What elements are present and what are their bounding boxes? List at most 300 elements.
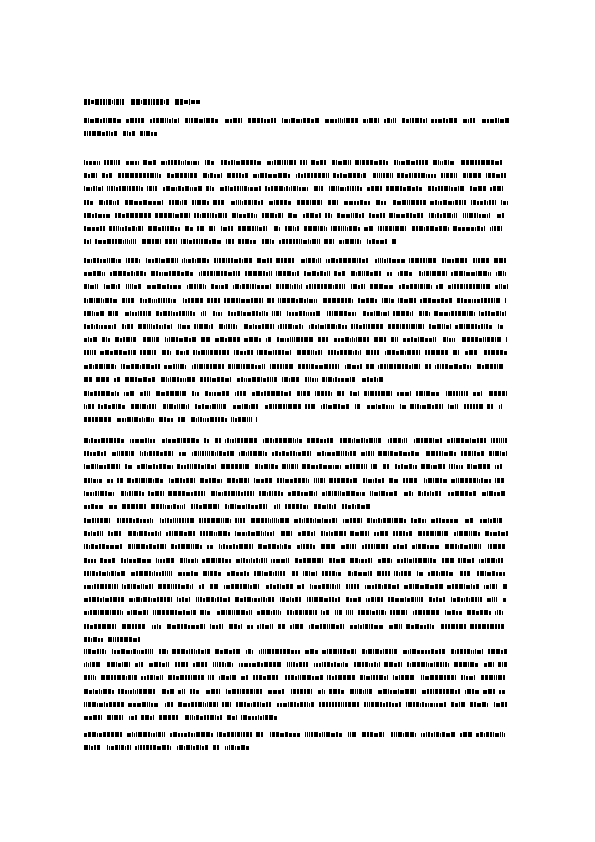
glyph-mark	[152, 377, 155, 382]
glyph-mark	[378, 226, 379, 231]
glyph-mark	[463, 732, 467, 737]
glyph-mark	[142, 492, 144, 496]
glyph-mark	[190, 464, 191, 469]
glyph-mark	[112, 584, 113, 589]
glyph-mark	[333, 558, 335, 563]
glyph-mark	[84, 404, 85, 409]
glyph-mark	[488, 689, 492, 694]
glyph-mark	[211, 161, 214, 165]
glyph-mark	[148, 298, 151, 303]
glyph-mark	[445, 258, 446, 263]
glyph-mark	[485, 364, 489, 369]
glyph-mark	[147, 391, 148, 396]
glyph-mark	[179, 531, 183, 536]
glyph-mark	[467, 311, 468, 316]
glyph-mark	[307, 391, 310, 396]
glyph-mark	[340, 438, 342, 443]
glyph-mark	[329, 571, 331, 576]
glyph-mark	[200, 610, 204, 615]
glyph-mark	[144, 418, 145, 422]
glyph-mark	[233, 285, 234, 289]
glyph-mark	[265, 625, 269, 629]
glyph-mark	[133, 689, 134, 694]
glyph-mark	[175, 518, 176, 523]
glyph-mark	[96, 227, 99, 231]
glyph-mark	[348, 350, 352, 355]
glyph-mark	[396, 324, 399, 329]
glyph-mark	[250, 284, 251, 289]
glyph-mark	[154, 337, 155, 342]
glyph-mark	[196, 732, 200, 737]
glyph-mark	[436, 610, 439, 615]
glyph-mark	[171, 324, 172, 329]
text-line	[84, 213, 504, 219]
glyph-mark	[162, 350, 166, 355]
glyph-mark	[378, 405, 381, 409]
glyph-mark	[404, 492, 408, 496]
glyph-mark	[84, 160, 85, 165]
glyph-mark	[370, 610, 371, 615]
glyph-mark	[327, 452, 331, 456]
glyph-mark	[217, 404, 218, 409]
glyph-mark	[197, 258, 201, 263]
glyph-mark	[352, 299, 353, 303]
glyph-mark	[394, 732, 395, 737]
glyph-mark	[94, 559, 96, 563]
glyph-mark	[88, 611, 89, 615]
glyph-mark	[361, 518, 362, 523]
glyph-mark	[300, 689, 303, 694]
glyph-mark	[256, 558, 258, 563]
glyph-mark	[164, 272, 168, 276]
glyph-mark	[265, 173, 267, 178]
glyph-mark	[437, 299, 440, 303]
glyph-mark	[239, 544, 243, 549]
glyph-mark	[366, 451, 367, 456]
glyph-mark	[230, 377, 231, 382]
glyph-mark	[403, 478, 405, 483]
glyph-mark	[506, 451, 507, 456]
glyph-mark	[172, 200, 174, 205]
glyph-mark	[257, 377, 260, 382]
text-line	[84, 649, 508, 655]
glyph-mark	[491, 558, 495, 563]
glyph-mark	[273, 531, 274, 536]
glyph-mark	[157, 610, 161, 615]
glyph-mark	[138, 745, 139, 750]
glyph-mark	[141, 662, 143, 667]
glyph-mark	[163, 311, 167, 316]
glyph-mark	[227, 350, 229, 355]
glyph-mark	[246, 611, 248, 615]
glyph-mark	[482, 492, 486, 496]
glyph-mark	[120, 610, 121, 615]
glyph-mark	[338, 378, 340, 382]
glyph-mark	[95, 118, 99, 123]
glyph-mark	[417, 662, 420, 667]
glyph-mark	[433, 478, 434, 483]
glyph-mark	[350, 732, 351, 737]
glyph-mark	[380, 364, 383, 369]
glyph-mark	[194, 284, 196, 289]
glyph-mark	[335, 598, 337, 602]
glyph-mark	[491, 312, 495, 316]
glyph-mark	[374, 625, 378, 629]
glyph-mark	[298, 404, 301, 409]
glyph-mark	[231, 491, 235, 496]
glyph-mark	[311, 702, 314, 707]
glyph-mark	[227, 173, 231, 178]
glyph-mark	[163, 404, 166, 409]
glyph-mark	[430, 703, 433, 707]
glyph-mark	[255, 716, 257, 720]
glyph-mark	[98, 715, 100, 720]
glyph-mark	[229, 545, 232, 549]
glyph-mark	[428, 558, 429, 563]
glyph-mark	[204, 118, 205, 123]
glyph-mark	[109, 131, 110, 136]
glyph-mark	[493, 544, 497, 549]
glyph-mark	[331, 324, 335, 329]
glyph-mark	[457, 284, 459, 289]
glyph-mark	[301, 492, 303, 496]
glyph-mark	[302, 478, 305, 483]
glyph-mark	[169, 271, 171, 276]
glyph-mark	[125, 464, 127, 469]
glyph-mark	[436, 518, 438, 523]
glyph-mark	[138, 284, 141, 289]
glyph-mark	[201, 662, 204, 667]
glyph-mark	[400, 186, 402, 191]
glyph-mark	[84, 226, 86, 231]
glyph-mark	[126, 650, 130, 654]
glyph-mark	[87, 227, 91, 231]
text-line	[84, 337, 507, 343]
glyph-mark	[342, 492, 345, 496]
glyph-mark	[287, 338, 289, 342]
glyph-mark	[216, 689, 218, 694]
glyph-mark	[266, 226, 267, 231]
glyph-mark	[124, 392, 125, 396]
glyph-mark	[477, 201, 479, 205]
glyph-mark	[140, 131, 143, 136]
glyph-mark	[451, 649, 454, 654]
glyph-mark	[496, 597, 497, 602]
glyph-mark	[361, 438, 363, 443]
glyph-mark	[122, 173, 124, 178]
glyph-mark	[286, 186, 288, 191]
glyph-mark	[312, 585, 313, 589]
glyph-mark	[455, 584, 458, 589]
glyph-mark	[446, 733, 450, 737]
glyph-mark	[362, 492, 365, 496]
glyph-mark	[397, 173, 400, 178]
glyph-mark	[183, 298, 184, 303]
glyph-mark	[247, 703, 250, 707]
glyph-mark	[397, 392, 399, 396]
glyph-mark	[424, 391, 425, 396]
glyph-mark	[389, 285, 393, 289]
glyph-mark	[386, 173, 389, 178]
glyph-mark	[380, 186, 382, 191]
glyph-mark	[300, 675, 301, 680]
glyph-mark	[293, 451, 295, 456]
glyph-mark	[381, 597, 383, 602]
glyph-mark	[310, 584, 311, 589]
glyph-mark	[131, 99, 135, 105]
glyph-mark	[277, 662, 281, 667]
glyph-mark	[327, 662, 330, 667]
glyph-mark	[298, 478, 301, 483]
text-line	[84, 624, 504, 630]
glyph-mark	[423, 531, 425, 536]
glyph-mark	[465, 439, 469, 443]
glyph-mark	[312, 258, 315, 263]
glyph-mark	[236, 364, 240, 369]
glyph-mark	[405, 392, 409, 396]
glyph-mark	[498, 271, 502, 276]
glyph-mark	[451, 187, 453, 191]
glyph-mark	[280, 649, 282, 654]
glyph-mark	[116, 285, 117, 289]
glyph-mark	[196, 690, 199, 694]
glyph-mark	[117, 451, 118, 456]
glyph-mark	[172, 649, 176, 654]
glyph-mark	[375, 299, 377, 303]
glyph-mark	[487, 404, 490, 409]
glyph-mark	[376, 324, 379, 329]
glyph-mark	[146, 311, 147, 316]
glyph-mark	[180, 391, 181, 396]
glyph-mark	[225, 213, 227, 218]
glyph-mark	[121, 364, 122, 369]
glyph-mark	[164, 213, 167, 218]
glyph-mark	[121, 558, 123, 563]
glyph-mark	[154, 625, 156, 629]
glyph-mark	[147, 324, 148, 329]
glyph-mark	[281, 492, 283, 496]
glyph-mark	[505, 298, 506, 303]
glyph-mark	[225, 338, 227, 342]
glyph-mark	[304, 299, 306, 303]
glyph-mark	[175, 391, 179, 396]
glyph-mark	[169, 119, 171, 123]
glyph-mark	[345, 187, 346, 191]
glyph-mark	[288, 504, 291, 509]
glyph-mark	[247, 350, 250, 355]
glyph-mark	[297, 200, 300, 205]
glyph-mark	[377, 173, 378, 178]
glyph-mark	[206, 558, 210, 563]
glyph-mark	[346, 584, 348, 589]
glyph-mark	[274, 377, 277, 382]
glyph-mark	[246, 160, 249, 165]
glyph-mark	[139, 201, 142, 205]
glyph-mark	[294, 160, 296, 165]
glyph-mark	[301, 544, 302, 549]
glyph-mark	[156, 465, 158, 469]
glyph-mark	[182, 311, 185, 316]
glyph-mark	[294, 702, 296, 707]
glyph-mark	[445, 350, 448, 355]
glyph-mark	[282, 624, 285, 629]
glyph-mark	[222, 702, 224, 707]
glyph-mark	[414, 284, 417, 289]
glyph-mark	[156, 732, 157, 737]
glyph-mark	[226, 676, 229, 680]
glyph-mark	[428, 663, 429, 667]
glyph-mark	[244, 324, 248, 329]
glyph-mark	[307, 464, 310, 469]
glyph-mark	[106, 174, 108, 178]
glyph-mark	[331, 392, 332, 396]
glyph-mark	[102, 531, 103, 536]
glyph-mark	[273, 404, 274, 409]
glyph-mark	[174, 160, 177, 165]
glyph-mark	[316, 259, 317, 263]
glyph-mark	[267, 532, 269, 536]
glyph-mark	[112, 239, 114, 244]
glyph-mark	[135, 404, 139, 409]
title-line	[84, 99, 201, 105]
glyph-mark	[453, 350, 457, 355]
glyph-mark	[142, 239, 146, 244]
glyph-mark	[370, 160, 373, 165]
glyph-mark	[122, 324, 124, 329]
glyph-mark	[173, 584, 174, 589]
glyph-mark	[464, 675, 465, 680]
glyph-mark	[376, 240, 379, 244]
glyph-mark	[503, 675, 505, 680]
glyph-mark	[217, 702, 218, 707]
glyph-mark	[341, 558, 345, 563]
glyph-mark	[112, 325, 113, 329]
glyph-mark	[410, 391, 411, 396]
glyph-mark	[357, 258, 358, 263]
glyph-mark	[494, 675, 495, 680]
glyph-mark	[97, 518, 99, 523]
glyph-mark	[215, 464, 216, 469]
glyph-mark	[281, 391, 283, 396]
glyph-mark	[352, 312, 354, 316]
glyph-mark	[153, 598, 156, 602]
glyph-mark	[208, 504, 212, 509]
glyph-mark	[414, 338, 417, 342]
glyph-mark	[134, 201, 138, 205]
glyph-mark	[348, 732, 349, 737]
glyph-mark	[276, 675, 278, 680]
glyph-mark	[433, 559, 436, 563]
glyph-mark	[186, 478, 189, 483]
glyph-mark	[403, 650, 407, 654]
glyph-mark	[466, 597, 468, 602]
glyph-mark	[239, 702, 243, 707]
glyph-mark	[338, 689, 340, 694]
glyph-mark	[189, 284, 193, 289]
glyph-mark	[420, 258, 422, 263]
glyph-mark	[501, 702, 504, 707]
glyph-mark	[147, 337, 151, 342]
glyph-mark	[456, 611, 458, 615]
glyph-mark	[334, 504, 336, 509]
glyph-mark	[92, 585, 93, 589]
glyph-mark	[143, 160, 147, 165]
glyph-mark	[239, 214, 242, 218]
glyph-mark	[431, 571, 435, 576]
glyph-mark	[147, 452, 148, 456]
glyph-mark	[88, 284, 89, 289]
glyph-mark	[275, 451, 278, 456]
glyph-mark	[363, 311, 366, 316]
glyph-mark	[280, 364, 282, 369]
glyph-mark	[490, 364, 493, 369]
glyph-mark	[254, 160, 256, 165]
glyph-mark	[315, 118, 319, 123]
glyph-mark	[348, 160, 349, 165]
glyph-mark	[342, 271, 345, 276]
glyph-mark	[455, 703, 458, 707]
glyph-mark	[171, 571, 172, 576]
glyph-mark	[383, 160, 385, 165]
glyph-mark	[307, 118, 310, 123]
glyph-mark	[433, 160, 437, 165]
glyph-mark	[360, 364, 362, 369]
glyph-mark	[165, 518, 166, 523]
glyph-mark	[377, 378, 378, 382]
glyph-mark	[471, 464, 472, 469]
glyph-mark	[303, 118, 306, 123]
glyph-mark	[172, 465, 173, 469]
glyph-mark	[311, 160, 315, 165]
glyph-mark	[159, 625, 161, 629]
glyph-mark	[407, 186, 411, 191]
glyph-mark	[225, 418, 227, 422]
glyph-mark	[129, 186, 131, 191]
glyph-mark	[184, 733, 187, 737]
glyph-mark	[436, 392, 439, 396]
glyph-mark	[194, 324, 196, 329]
glyph-mark	[84, 716, 88, 720]
glyph-mark	[146, 417, 150, 422]
glyph-mark	[130, 213, 134, 218]
glyph-mark	[307, 558, 311, 563]
glyph-mark	[295, 227, 296, 231]
glyph-mark	[331, 214, 332, 218]
glyph-mark	[312, 200, 316, 205]
glyph-mark	[109, 438, 113, 443]
glyph-mark	[137, 703, 141, 707]
glyph-mark	[321, 350, 322, 355]
glyph-mark	[140, 439, 144, 443]
glyph-mark	[137, 650, 138, 654]
glyph-mark	[370, 284, 373, 289]
glyph-mark	[481, 478, 483, 483]
glyph-mark	[293, 404, 297, 409]
glyph-mark	[111, 662, 115, 667]
glyph-mark	[453, 226, 457, 231]
glyph-mark	[101, 438, 105, 443]
glyph-mark	[234, 259, 238, 263]
glyph-mark	[477, 650, 481, 654]
glyph-mark	[244, 491, 246, 496]
glyph-mark	[111, 732, 114, 737]
glyph-mark	[148, 226, 152, 231]
glyph-mark	[242, 505, 245, 509]
glyph-mark	[262, 324, 264, 329]
glyph-mark	[466, 227, 470, 231]
glyph-mark	[328, 405, 332, 409]
glyph-mark	[494, 492, 496, 496]
